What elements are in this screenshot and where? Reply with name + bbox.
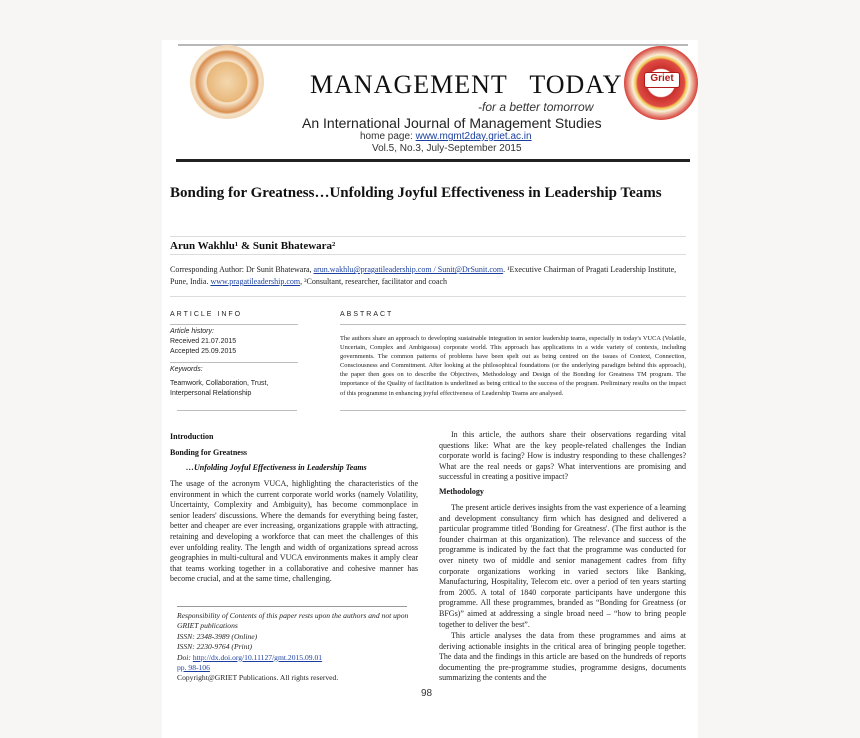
right-paragraph-1: In this article, the authors share their observations regarding vital questions like: What are the key people-related challenges the Indian corporate world is facing? How is industry responding to these challenges? What are the real needs or gaps? What interventions are promising and successful in creating a positive impact? bbox=[439, 430, 686, 482]
journal-volume: Vol.5, No.3, July-September 2015 bbox=[372, 143, 522, 154]
management-today-logo-icon bbox=[190, 45, 264, 119]
accepted-date: Accepted 25.09.2015 bbox=[170, 348, 237, 355]
authors-divider bbox=[170, 254, 686, 255]
methodology-heading: Methodology bbox=[439, 487, 484, 496]
footnote-copyright: Copyright@GRIET Publications. All rights reserved. bbox=[177, 673, 339, 683]
header-top-rule bbox=[178, 44, 688, 46]
corr-prefix: Corresponding Author: Dr Sunit Bhatewara, bbox=[170, 265, 314, 274]
journal-homepage bbox=[360, 131, 532, 142]
page-number: 98 bbox=[421, 688, 433, 699]
footnote-issn-print: ISSN: 2230-9764 (Print) bbox=[177, 642, 253, 652]
article-history bbox=[170, 327, 300, 357]
corr-site-link[interactable]: www.pragatileadership.com bbox=[210, 277, 301, 286]
bonding-subheading: …Unfolding Joyful Effectiveness in Leadership Teams bbox=[186, 463, 367, 472]
history-label: Article history: bbox=[170, 328, 214, 335]
bonding-heading: Bonding for Greatness bbox=[170, 448, 248, 457]
abstract-bottom-rule bbox=[340, 410, 686, 411]
right-paragraph-2: The present article derives insights from the vast experience of a learning and development consultancy firm which has designed and delivered a particular programme titled 'Bonding for Greatness'. (The first author is the founder chairman at this organization). The relevance and success of the programme is indicated by the fact that the programme was conducted for over ninety two of middle and senior management cadres from fifty corporate organizations working in varied sectors like Banking, Manufacturing, Hospitality, Telecom etc. over a period of ten years starting from 2005. A total of 1840 corporate participants have undergone this programme. All these programmes, branded as “Bonding for Greatness (or BFGs)” aimed at addressing a single broad need – “how to bring people together to deliver the best”. bbox=[439, 503, 686, 629]
info-rule-1 bbox=[170, 324, 298, 325]
abstract-rule bbox=[340, 324, 686, 325]
doi-link[interactable]: http://dx.doi.org/10.11127/gmt.2015.09.01 bbox=[192, 652, 323, 662]
footnote-issn-online: ISSN: 2348-3989 (Online) bbox=[177, 631, 258, 641]
corr-email-link[interactable]: arun.wakhlu@pragatileadership.com / Sunit@DrSunit.com bbox=[313, 265, 504, 274]
abstract-heading: ABSTRACT bbox=[340, 311, 394, 318]
title-divider bbox=[170, 236, 686, 237]
info-rule-3 bbox=[177, 410, 297, 411]
article-title: Bonding for Greatness…Unfolding Joyful Effectiveness in Leadership Teams bbox=[170, 185, 662, 201]
header-bottom-rule bbox=[176, 159, 690, 162]
abstract-text: The authors share an approach to developing sustainable integration in senior leadership teams, especially in today's VUCA (Volatile, Uncertain, Complex and Ambiguous) corporate world. This approach has applications in a wide variety of contexts, including governments. The common patterns of problems have been spelt out as being centred on the issues of Context, Connection, Consciousness and Commitment. After looking at the philosophical foundations (or the underlying paradigm behind this approach), the paper then goes on to describe the Objectives, Methodology and Design of the Bonding for Greatness TM program. The importance of the Quality of facilitation is underlined as being critical to the success of the program. Preliminary results on the impact of this programme in enhancing joyful effectiveness of Leadership Teams are analysed. bbox=[340, 335, 686, 397]
keywords-label: Keywords: bbox=[170, 366, 203, 373]
journal-title: MANAGEMENT TODAY bbox=[310, 70, 623, 99]
keywords-text: Teamwork, Collaboration, Trust, Interpersonal Relationship bbox=[170, 380, 269, 397]
info-divider bbox=[170, 296, 686, 297]
footnote bbox=[177, 611, 417, 684]
footnote-responsibility: Responsibility of Contents of this paper rests upon the authors and not upon GRIET publications bbox=[177, 611, 409, 631]
homepage-prefix: home page: bbox=[360, 131, 416, 142]
journal-subtitle: An International Journal of Management Studies bbox=[302, 115, 602, 131]
article-info-heading: ARTICLE INFO bbox=[170, 311, 243, 318]
footnote-rule bbox=[177, 606, 407, 607]
corr-suffix: , ²Consultant, researcher, facilitator and coach bbox=[300, 277, 448, 286]
article-authors: Arun Wakhlu¹ & Sunit Bhatewara² bbox=[170, 240, 336, 252]
info-rule-2 bbox=[170, 362, 298, 363]
griet-seal-logo-icon bbox=[624, 46, 698, 120]
griet-seal-text: Griet bbox=[644, 72, 680, 88]
right-paragraph-3: This article analyses the data from these programmes and aims at deriving actionable insights in the critical area of bringing people together. The data and the findings in this article are based on the hundreds of reports documenting the pre-programme studies, programme designs, documents summarizing the contents and the bbox=[439, 631, 686, 683]
journal-tagline: -for a better tomorrow bbox=[478, 100, 594, 114]
introduction-heading: Introduction bbox=[170, 432, 214, 441]
pages-link[interactable]: pp. 98-106 bbox=[177, 663, 210, 673]
homepage-link[interactable]: www.mgmt2day.griet.ac.in bbox=[415, 131, 532, 142]
keywords-block bbox=[170, 365, 300, 399]
corr-mid: . ¹Executive Chairman of Pragati Leadership Institute, Pune, India. bbox=[170, 265, 677, 286]
corresponding-author bbox=[170, 264, 690, 288]
received-date: Received 21.07.2015 bbox=[170, 338, 237, 345]
doi-prefix: Doi: bbox=[177, 652, 193, 662]
intro-paragraph: The usage of the acronym VUCA, highlighting the characteristics of the environment in which the current corporate world works (namely Volatility, Uncertainty, Complexity and Ambiguity), has become commonplace in senior leaders' discussions. Where the demands for everything being faster, better and cheaper are ever increasing, organizations grapple with attracting, retaining and developing a workforce that can meet the challenges of this ever unfolding reality. The length and width of organizations spread across geographies in multi-cultural and VUCA environments makes it amply clear that teams working together in a collaborative and cohesive manner has become crucial, and at the same time, challenging. bbox=[170, 479, 418, 584]
